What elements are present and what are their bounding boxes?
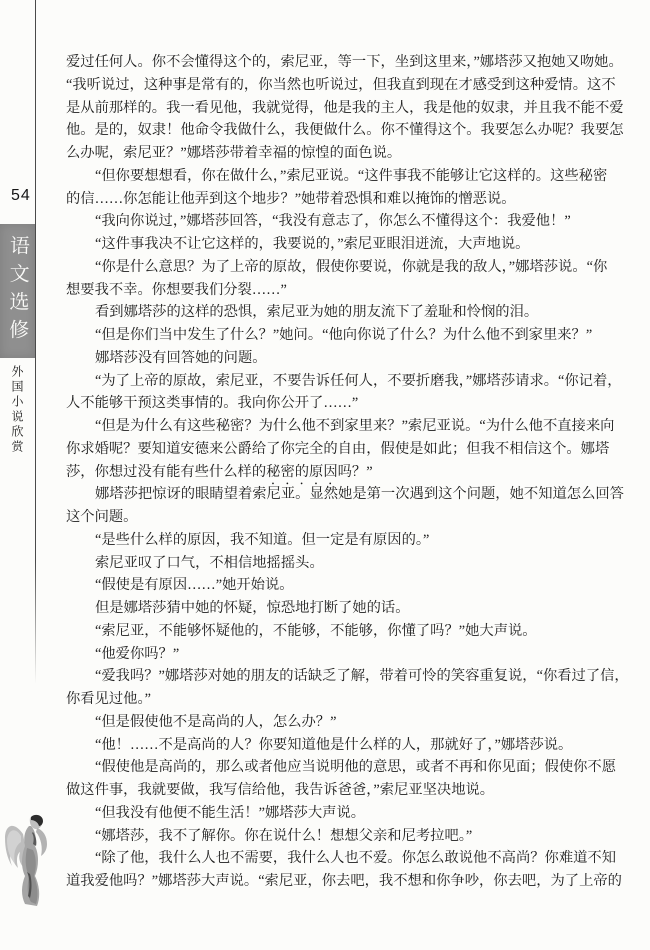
series-badge xyxy=(0,224,35,358)
text-segment: “为了上帝的原故，索尼亚，不要告诉任何人，不要折磨我，”娜塔莎请求。“你记着， xyxy=(95,372,622,389)
text-segment: “我向你说过，”娜塔莎回答，“我没有意志了，你怎么不懂得这个：我爱他！” xyxy=(95,213,571,230)
text-segment: “这件事我决不让它这样的，我要说的，”索尼亚眼泪迸流，大声地说。 xyxy=(95,236,530,252)
text-segment: “他！……不是高尚的人？你要知道他是什么样的人，那就好了，”娜塔莎说。 xyxy=(95,736,573,753)
text-line xyxy=(66,665,642,688)
text-segment: “爱我吗？”娜塔莎对她的朋友的话缺乏了解，带着可怜的笑容重复说，“你看过了信， xyxy=(95,668,629,685)
text-line xyxy=(66,552,642,575)
text-segment: “我听说过，这种事是常有的，你当然也听说过，但我直到现在才感受到这种爱情。这不 xyxy=(66,76,616,93)
text-line xyxy=(66,233,642,256)
text-line xyxy=(66,506,642,529)
text-line xyxy=(66,529,642,552)
text-segment: “是些什么样的原因，我不知道。但一定是有原因的。” xyxy=(95,531,430,548)
text-line xyxy=(66,392,642,415)
text-segment: “但你要想想看，你在做什么，”索尼亚说。“这件事我不能够让它这样的。这些秘密 xyxy=(95,167,608,184)
text-line xyxy=(66,779,642,802)
body-text xyxy=(66,51,642,893)
text-line xyxy=(66,438,642,461)
text-segment: 但是娜塔莎猜中她的怀疑，惊恐地打断了她的话。 xyxy=(95,600,410,616)
text-segment: 这个问题。 xyxy=(66,509,138,525)
subseries-title-vertical: 外国小说欣赏 xyxy=(10,365,24,455)
text-line xyxy=(66,188,642,211)
text-segment: “假使他是高尚的，那么或者他应当说明他的意思，或者不再和你见面；假使你不愿 xyxy=(95,759,617,776)
text-line xyxy=(66,256,642,279)
text-segment: 娜塔莎把惊讶的眼睛望着索尼亚。显然她是第一次遇到这个问题，她不知道怎么回答 xyxy=(95,486,624,503)
text-line xyxy=(66,847,642,870)
text-segment: 索尼亚叹了口气，不相信地摇摇头。 xyxy=(95,554,324,571)
text-segment: “你是什么意思？为了上帝的原故，假使你要说，你就是我的敌人，”娜塔莎说。“你 xyxy=(95,258,608,275)
text-line xyxy=(66,734,642,757)
text-line xyxy=(66,461,642,484)
page-number: 54 xyxy=(11,187,31,204)
text-line xyxy=(66,711,642,734)
emphasized-text: 秘密的原因 xyxy=(266,463,338,480)
text-line xyxy=(66,370,642,393)
text-line xyxy=(66,74,642,97)
text-line xyxy=(66,210,642,233)
text-segment: “但是你们当中发生了什么？”她问。“他向你说了什么？为什么他不到家里来？” xyxy=(95,327,593,343)
text-segment: 看到娜塔莎的这样的恐惧，索尼亚为她的朋友流下了羞耻和怜悯的泪。 xyxy=(95,304,539,321)
text-line xyxy=(66,574,642,597)
text-segment: 娜塔莎没有回答她的问题。 xyxy=(95,349,267,366)
text-line xyxy=(66,802,642,825)
text-segment: 道我爱他吗？”娜塔莎大声说。“索尼亚，你去吧，我不想和你争吵，你去吧，为了上帝的 xyxy=(66,873,622,889)
text-line xyxy=(66,347,642,370)
text-segment: 吗？” xyxy=(337,463,373,480)
text-segment: 是从前那样的。我一看见他，我就觉得，他是我的主人，我是他的奴隶，并且我不能不爱 xyxy=(66,99,624,116)
text-segment: 做这件事，我就要做，我写信给他，我告诉爸爸，”索尼亚坚决地说。 xyxy=(66,782,495,798)
text-segment: “娜塔莎，我不了解你。你在说什么！想想父亲和尼考拉吧。” xyxy=(95,827,473,844)
text-line xyxy=(66,97,642,120)
text-line xyxy=(66,119,642,142)
text-segment: “他爱你吗？” xyxy=(95,645,180,662)
text-line xyxy=(66,415,642,438)
text-segment: “但是为什么有这些秘密？为什么他不到家里来？”索尼亚说。“为什么他不直接来向 xyxy=(95,418,615,434)
text-segment: “但我没有他便不能生活！”娜塔莎大声说。 xyxy=(95,804,366,821)
series-title-vertical: 语文选修 xyxy=(5,234,29,348)
text-line xyxy=(66,825,642,848)
margin-rule-divider xyxy=(35,0,36,684)
text-segment: 莎，你想过没有能有些什么样的 xyxy=(66,463,267,480)
text-segment: “假使是有原因……”她开始说。 xyxy=(95,577,294,594)
text-line xyxy=(66,688,642,711)
text-line xyxy=(66,597,642,620)
angel-statue-image xyxy=(3,812,53,911)
text-line xyxy=(66,870,642,893)
text-segment: 的信……你怎能让他弄到这个地步？”她带着恐惧和难以掩饰的憎恶说。 xyxy=(66,190,516,207)
text-line xyxy=(66,301,642,324)
text-line xyxy=(66,756,642,779)
text-segment: “但是假使他不是高尚的人，怎么办？” xyxy=(95,713,337,730)
text-segment: 么办呢，索尼亚？”娜塔莎带着幸福的惊惶的面色说。 xyxy=(66,145,402,161)
text-line xyxy=(66,643,642,666)
text-segment: 他。是的，奴隶！他命令我做什么，我便做什么。你不懂得这个。我要怎么办呢？我要怎 xyxy=(66,122,624,139)
text-segment: 想要我不幸。你想要我们分裂……” xyxy=(66,281,287,298)
text-line xyxy=(66,165,642,188)
text-segment: 爱过任何人。你不会懂得这个的，索尼亚，等一下，坐到这里来，”娜塔莎又抱她又吻她。 xyxy=(66,54,623,70)
text-line xyxy=(66,324,642,347)
text-line xyxy=(66,51,642,74)
subseries-title xyxy=(0,365,35,455)
text-line xyxy=(66,142,642,165)
text-segment: 人不能够干预这类事情的。我向你公开了……” xyxy=(66,395,359,412)
text-segment: “索尼亚，不能够怀疑他的，不能够，不能够，你懂了吗？”她大声说。 xyxy=(95,622,537,639)
text-line xyxy=(66,620,642,643)
text-segment: “除了他，我什么人也不需要，我什么人也不爱。你怎么敢说他不高尚？你难道不知 xyxy=(95,850,617,867)
text-line xyxy=(66,279,642,302)
text-segment: 你求婚呢？要知道安德来公爵给了你完全的自由，假使是如此；但我不相信这个。娜塔 xyxy=(66,440,610,457)
text-line xyxy=(66,483,642,506)
text-segment: 你看见过他。” xyxy=(66,691,151,707)
